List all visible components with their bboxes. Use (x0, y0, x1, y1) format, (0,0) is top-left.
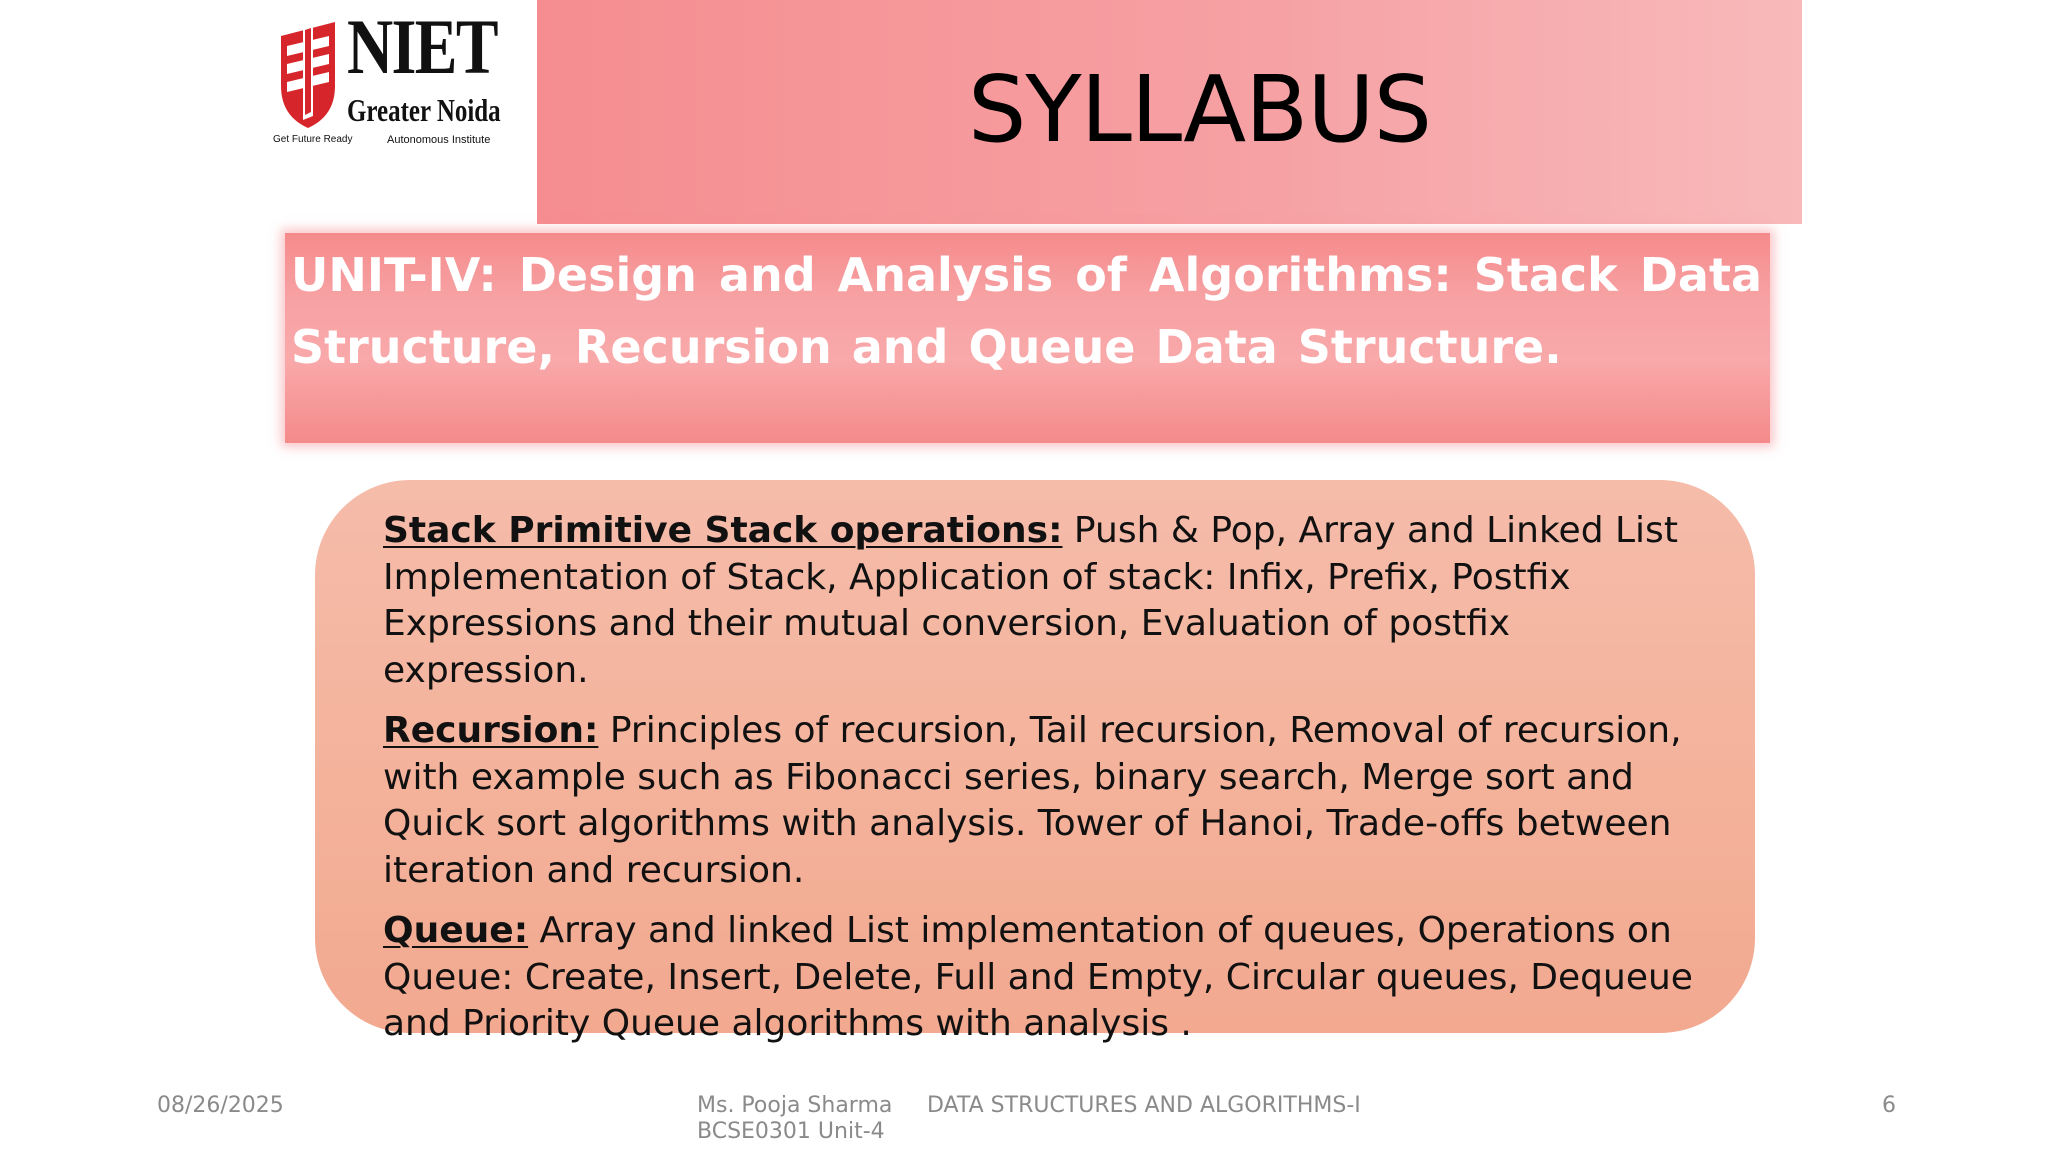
logo-tagline: Get Future Ready (273, 134, 353, 145)
section-queue (383, 908, 1715, 1048)
section-recursion (383, 708, 1715, 894)
section-heading: Queue: (383, 910, 529, 951)
logo-city: Greater Noida (347, 92, 501, 128)
page-number: 6 (1882, 1093, 1896, 1118)
section-text: Push & Pop, Array and Linked List Implementation of Stack, Application of stack: Infix, Prefix, Postfix Expressions and their mutual conversion, Evaluation of postfix expression. (383, 510, 1678, 691)
unit-heading: UNIT-IV: Design and Analysis of Algorithms: Stack Data Structure, Recursion and Queue Data Structure. (291, 248, 1762, 374)
syllabus-content-box (315, 480, 1755, 1044)
section-heading: Stack Primitive Stack operations: (383, 510, 1063, 551)
footer-course-code: BCSE0301 Unit-4 (697, 1119, 885, 1144)
unit-heading-box (285, 233, 1770, 443)
section-heading: Recursion: (383, 710, 599, 751)
footer-author-block (697, 1093, 892, 1145)
section-text: Principles of recursion, Tail recursion, Removal of recursion, with example such as Fibonacci series, binary search, Merge sort and Quick sort algorithms with analysis. Tower of Hanoi, Trade-offs between iteration and recursion. (383, 710, 1682, 891)
section-text: Array and linked List implementation of queues, Operations on Queue: Create, Insert, Delete, Full and Empty, Circular queues, Dequeue and Priority Queue algorithms with analysis . (383, 910, 1693, 1044)
logo-name: NIET (347, 3, 497, 90)
slide-title: SYLLABUS (967, 56, 1431, 163)
niet-emblem-icon (273, 16, 343, 131)
niet-logo (265, 3, 540, 158)
title-banner (537, 0, 1802, 224)
footer-course: DATA STRUCTURES AND ALGORITHMS-I (927, 1093, 1361, 1118)
syllabus-content (383, 508, 1715, 1062)
logo-status: Autonomous Institute (387, 134, 491, 146)
footer-author: Ms. Pooja Sharma (697, 1093, 893, 1118)
section-stack (383, 508, 1715, 694)
footer-date: 08/26/2025 (157, 1093, 284, 1118)
